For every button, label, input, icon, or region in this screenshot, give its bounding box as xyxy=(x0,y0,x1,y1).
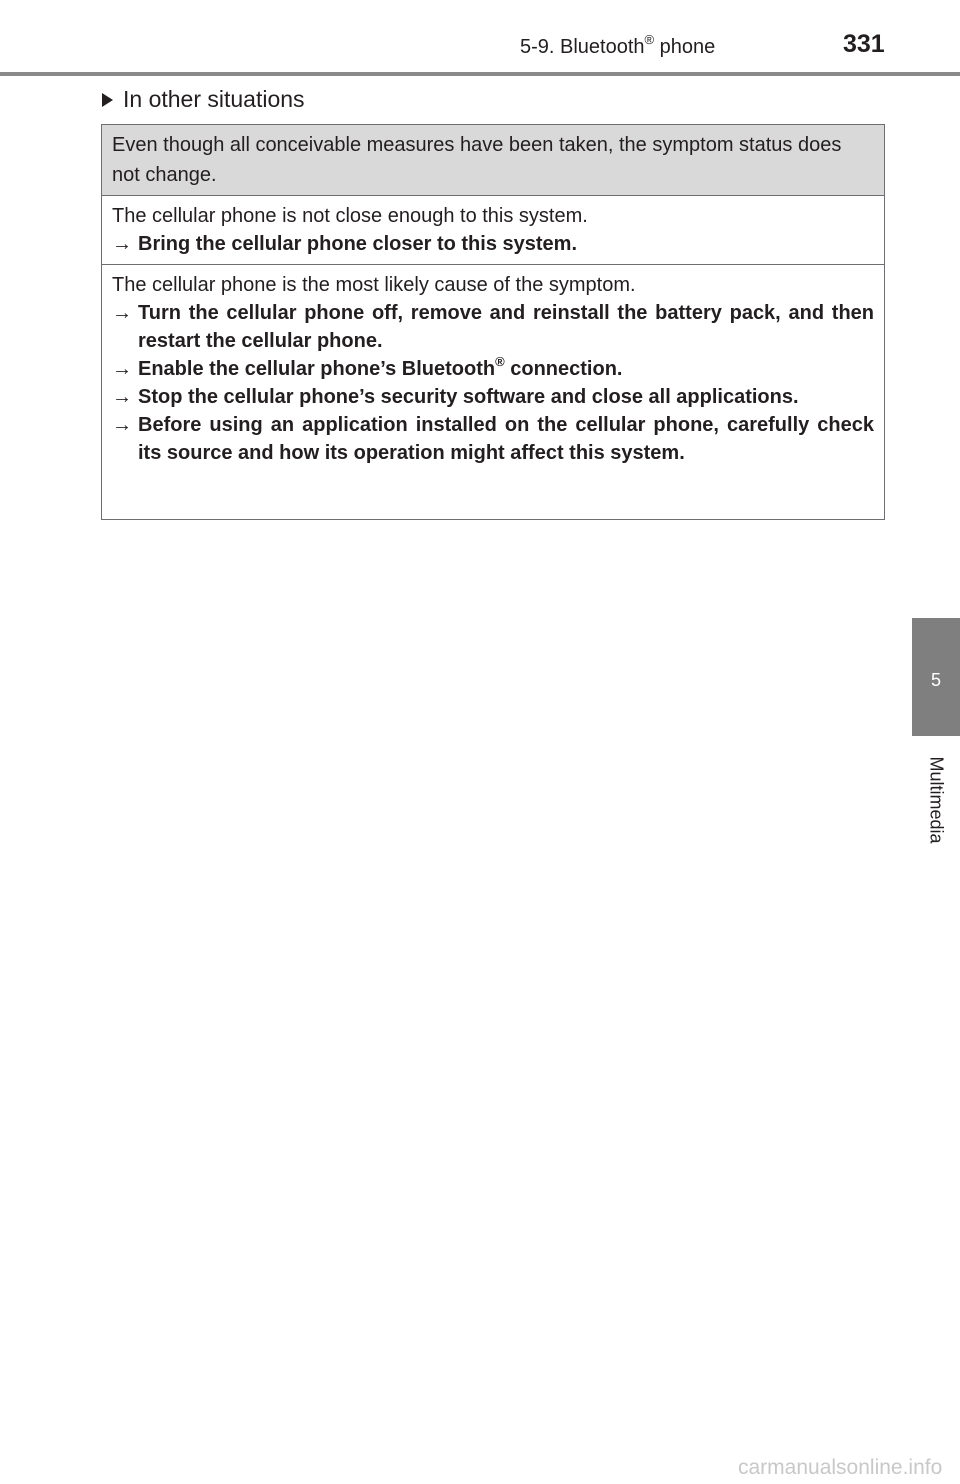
remedy-item xyxy=(112,355,874,383)
registered-mark: ® xyxy=(495,354,505,369)
remedy-text: Stop the cellular phone’s security software and close all applications. xyxy=(138,386,799,408)
chapter-number: 5 xyxy=(930,670,941,690)
arrow-icon: → xyxy=(112,358,132,380)
registered-mark: ® xyxy=(644,32,655,47)
table-row xyxy=(102,195,884,264)
remedy-text-suffix: connection. xyxy=(504,358,623,380)
remedy-text: Before using an application installed on the cellular phone, carefully check its source and how its operation might affect this system. xyxy=(138,414,874,464)
arrow-icon: → xyxy=(112,386,132,408)
table-row xyxy=(102,264,884,519)
section-title-prefix: 5-9. Bluetooth xyxy=(520,36,645,58)
watermark: carmanualsonline.info xyxy=(738,1456,943,1479)
page-header xyxy=(0,0,960,75)
remedy-text-main: Enable the cellular phone’s Bluetooth xyxy=(138,358,496,380)
cause-text: The cellular phone is not close enough to this system. xyxy=(112,205,588,227)
remedy-item xyxy=(112,230,874,258)
arrow-icon: → xyxy=(112,302,132,324)
cause-text: The cellular phone is the most likely cause of the symptom. xyxy=(112,274,636,296)
remedy-text: Bring the cellular phone closer to this system. xyxy=(138,233,577,255)
arrow-icon: → xyxy=(112,233,132,255)
section-title-suffix: phone xyxy=(654,36,716,58)
arrow-icon: → xyxy=(112,414,132,436)
header-rule xyxy=(0,72,960,76)
chapter-label: Multimedia xyxy=(926,756,947,844)
section-heading xyxy=(102,86,305,113)
remedy-item xyxy=(112,299,874,355)
remedy-item xyxy=(112,383,874,411)
remedy-text: Turn the cellular phone off, remove and reinstall the battery pack, and then restart the cellular phone. xyxy=(138,302,874,352)
remedy-text xyxy=(138,355,874,383)
chapter-tab xyxy=(912,618,960,736)
troubleshooting-table xyxy=(101,124,885,520)
remedy-item xyxy=(112,411,874,467)
page-number: 331 xyxy=(843,30,885,58)
section-heading-text: In other situations xyxy=(123,86,305,112)
symptom-row xyxy=(102,125,884,195)
section-title xyxy=(520,32,716,59)
right-triangle-icon xyxy=(102,93,113,107)
symptom-text: Even though all conceivable measures have been taken, the symptom status does not change. xyxy=(112,134,842,186)
